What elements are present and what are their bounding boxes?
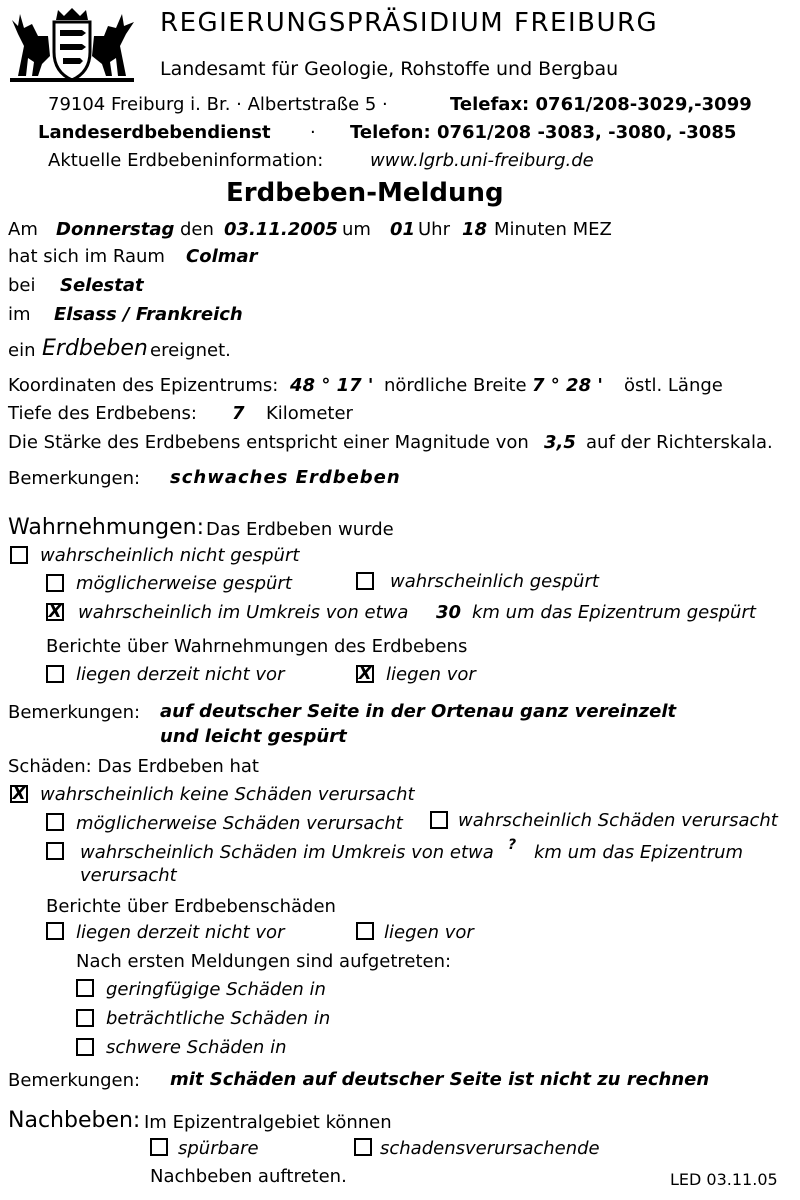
damage-radius-value: ?	[508, 837, 517, 853]
checkbox-damaging-aftershocks[interactable]	[354, 1138, 372, 1156]
option-probably-damage-label: wahrscheinlich Schäden verursacht	[458, 810, 778, 831]
checkbox-probably-felt[interactable]	[356, 572, 374, 590]
remarks-value: schwaches Erdbeben	[170, 467, 401, 488]
felt-radius-value: 30	[436, 602, 462, 623]
checkbox-probably-damage[interactable]	[430, 811, 448, 829]
depth-unit: Kilometer	[266, 403, 353, 424]
severe-damage-label: schwere Schäden in	[106, 1037, 287, 1058]
felt-radius-suffix: km um das Epizentrum gespürt	[472, 602, 756, 623]
magnitude-value: 3,5	[544, 432, 576, 453]
damage-reports-none-label: liegen derzeit nicht vor	[76, 922, 285, 943]
damage-reports-label: Berichte über Erdbebenschäden	[46, 896, 336, 917]
depth-value: 7	[232, 403, 245, 424]
longitude-label: östl. Länge	[624, 375, 723, 396]
remarks-3-value: mit Schäden auf deutscher Seite ist nicht zu rechnen	[170, 1069, 710, 1090]
damage-reports-yes-label: liegen vor	[384, 922, 474, 943]
raum-value: Colmar	[186, 246, 258, 267]
latitude-value: 48 ° 17 '	[290, 375, 374, 396]
label-bei: bei	[8, 275, 36, 296]
checkbox-no-damage[interactable]: X	[10, 785, 28, 803]
damage-intro: Schäden: Das Erdbeben hat	[8, 756, 259, 777]
remarks-3-label: Bemerkungen:	[8, 1070, 141, 1091]
remarks-2-label: Bemerkungen:	[8, 702, 141, 723]
label-ein: ein	[8, 340, 36, 361]
region-value: Elsass / Frankreich	[54, 304, 243, 325]
considerable-damage-label: beträchtliche Schäden in	[106, 1008, 331, 1029]
aftershocks-heading: Nachbeben:	[8, 1108, 141, 1133]
info-label: Aktuelle Erdbebeninformation:	[48, 150, 324, 171]
checkbox-perception-reports-none[interactable]	[46, 665, 64, 683]
noticeable-aftershocks-label: spürbare	[178, 1138, 259, 1159]
remarks-2-line-1: auf deutscher Seite in der Ortenau ganz vereinzelt	[160, 701, 677, 722]
checkbox-minor-damage[interactable]	[76, 979, 94, 997]
checkbox-felt-radius[interactable]: X	[46, 603, 64, 621]
label-im: im	[8, 304, 31, 325]
checkbox-possibly-damage[interactable]	[46, 813, 64, 831]
bei-value: Selestat	[60, 275, 144, 296]
checkbox-damage-reports-yes[interactable]	[356, 922, 374, 940]
option-probably-felt-label: wahrscheinlich gespürt	[390, 571, 599, 592]
agency-name: Landesamt für Geologie, Rohstoffe und Bergbau	[160, 58, 619, 80]
checkbox-severe-damage[interactable]	[76, 1038, 94, 1056]
label-um: um	[342, 219, 371, 240]
magnitude-suffix: auf der Richterskala.	[586, 432, 773, 453]
checkbox-considerable-damage[interactable]	[76, 1009, 94, 1027]
authority-name: REGIERUNGSPRÄSIDIUM FREIBURG	[160, 8, 659, 38]
perception-reports-label: Berichte über Wahrnehmungen des Erdbebens	[46, 636, 468, 657]
checkbox-not-felt[interactable]	[10, 546, 28, 564]
label-raum: hat sich im Raum	[8, 246, 165, 267]
checkbox-possibly-felt[interactable]	[46, 574, 64, 592]
perceptions-intro: Das Erdbeben wurde	[206, 519, 394, 540]
perception-reports-none-label: liegen derzeit nicht vor	[76, 664, 285, 685]
coordinates-label: Koordinaten des Epizentrums:	[8, 375, 279, 396]
fax-number: Telefax: 0761/208-3029,-3099	[450, 94, 752, 115]
minor-damage-label: geringfügige Schäden in	[106, 979, 326, 1000]
option-possibly-damage-label: möglicherweise Schäden verursacht	[76, 813, 403, 834]
coat-of-arms-logo	[8, 6, 136, 89]
latitude-label: nördliche Breite	[384, 375, 527, 396]
option-damage-radius-label: wahrscheinlich Schäden im Umkreis von etwa	[80, 842, 494, 863]
service-name: Landeserdbebendienst	[38, 122, 271, 143]
checkbox-damage-radius[interactable]	[46, 842, 64, 860]
depth-label: Tiefe des Erdbebens:	[8, 403, 197, 424]
option-not-felt-label: wahrscheinlich nicht gespürt	[40, 545, 300, 566]
aftershocks-outro: Nachbeben auftreten.	[150, 1166, 347, 1187]
aftershocks-intro: Im Epizentralgebiet können	[144, 1112, 392, 1133]
separator-dot: ·	[310, 122, 316, 143]
weekday-value: Donnerstag	[56, 219, 175, 240]
perceptions-heading: Wahrnehmungen:	[8, 515, 205, 540]
footer-code: LED 03.11.05	[670, 1170, 778, 1189]
date-value: 03.11.2005	[224, 219, 338, 240]
phone-number: Telefon: 0761/208 -3083, -3080, -3085	[350, 122, 737, 143]
address: 79104 Freiburg i. Br. · Albertstraße 5 ·	[48, 94, 388, 115]
info-url-link[interactable]: www.lgrb.uni-freiburg.de	[370, 150, 594, 171]
damage-radius-suffix: km um das Epizentrum	[534, 842, 744, 863]
label-ereignet: ereignet.	[150, 340, 231, 361]
minute-value: 18	[462, 219, 488, 240]
damage-radius-line-2: verursacht	[80, 865, 177, 886]
label-minuten: Minuten MEZ	[494, 219, 612, 240]
longitude-value: 7 ° 28 '	[532, 375, 603, 396]
perception-reports-yes-label: liegen vor	[386, 664, 476, 685]
magnitude-prefix: Die Stärke des Erdbebens entspricht einer Magnitude von	[8, 432, 529, 453]
label-uhr: Uhr	[418, 219, 450, 240]
first-reports-label: Nach ersten Meldungen sind aufgetreten:	[76, 951, 452, 972]
page-title: Erdbeben-Meldung	[226, 178, 504, 208]
checkbox-perception-reports-yes[interactable]: X	[356, 665, 374, 683]
label-den: den	[180, 219, 214, 240]
hour-value: 01	[390, 219, 416, 240]
remarks-2-line-2: und leicht gespürt	[160, 726, 347, 747]
option-felt-radius-label: wahrscheinlich im Umkreis von etwa	[78, 602, 409, 623]
label-am: Am	[8, 219, 38, 240]
remarks-label: Bemerkungen:	[8, 468, 141, 489]
option-possibly-felt-label: möglicherweise gespürt	[76, 573, 292, 594]
checkbox-damage-reports-none[interactable]	[46, 922, 64, 940]
option-no-damage-label: wahrscheinlich keine Schäden verursacht	[40, 784, 415, 805]
damaging-aftershocks-label: schadensverursachende	[380, 1138, 600, 1159]
event-value: Erdbeben	[42, 336, 148, 361]
checkbox-noticeable-aftershocks[interactable]	[150, 1138, 168, 1156]
